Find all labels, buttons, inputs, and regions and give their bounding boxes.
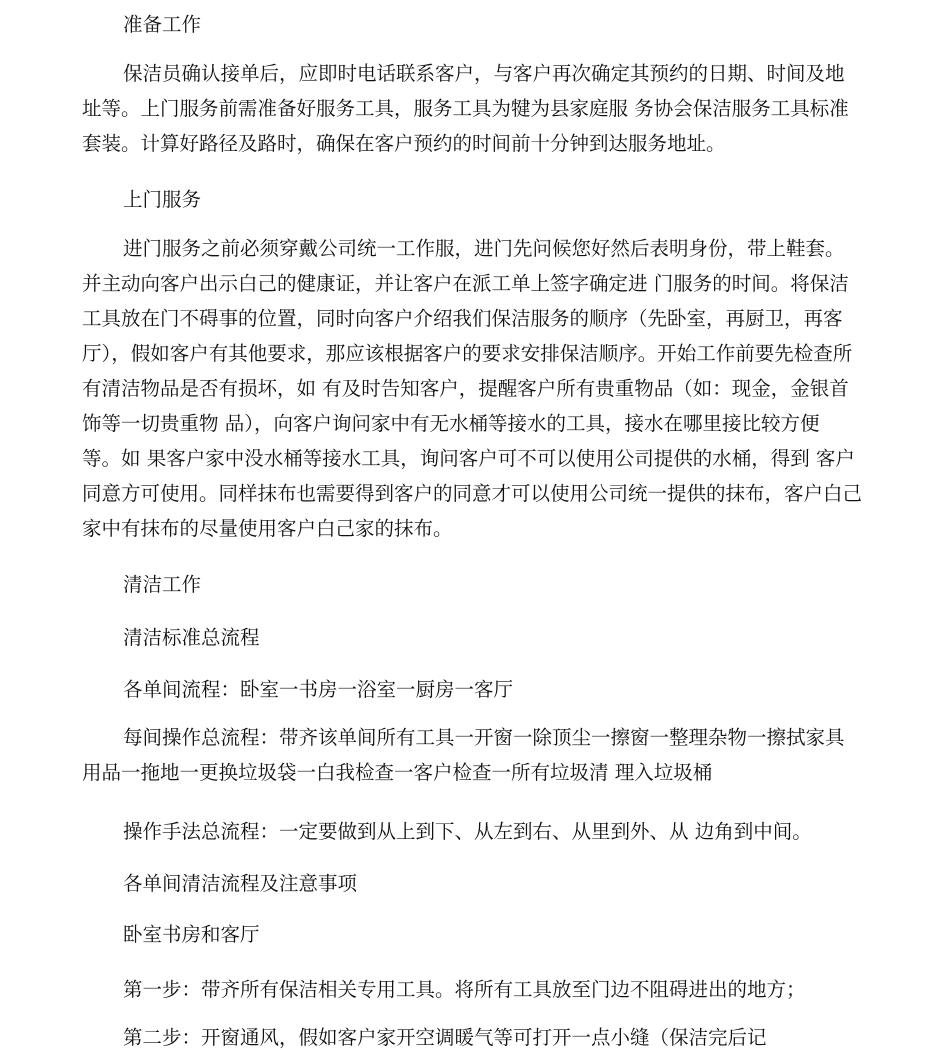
method-flow-text: 操作手法总流程：一定要做到从上到下、从左到右、从里到外、从 边角到中间。: [123, 820, 812, 843]
text-line: 同意方可使用。同样抹布也需要得到客户的同意才可以使用公司统一提供的抹布，客户白己: [82, 482, 863, 505]
heading-standard-process: 清洁标准总流程: [123, 626, 260, 649]
room-flow-text: 各单间流程：卧室一书房一浴室一厨房一客厅: [123, 678, 514, 701]
step-2-text: 第二步：开窗通风，假如客户家开空调暖气等可打开一点小缝（保洁完后记: [123, 1026, 767, 1049]
text-line: 每间操作总流程：带齐该单间所有工具一开窗一除顶尘一擦窗一整理杂物一擦拭家具: [123, 726, 845, 749]
heading-bedroom-study-living: 卧室书房和客厅: [123, 923, 260, 946]
heading-onsite-service: 上门服务: [123, 188, 202, 211]
text-line: 址等。上门服务前需准备好服务工具，服务工具为犍为县家庭服 务协会保洁服务工具标准: [82, 97, 849, 120]
text-line: 厅），假如客户有其他要求，那应该根据客户的要求安排保洁顺序。开始工作前要先检查所: [82, 342, 853, 365]
text-line: 套装。计算好路径及路时，确保在客户预约的时间前十分钟到达服务地址。: [82, 132, 726, 155]
heading-preparation: 准备工作: [123, 13, 202, 36]
text-line: 等。如 果客户家中没水桶等接水工具，询问客户可不可以使用公司提供的水桶，得到 客户: [82, 447, 855, 470]
step-1-text: 第一步：带齐所有保洁相关专用工具。将所有工具放至门边不阻碍进出的地方；: [123, 978, 806, 1001]
text-line: 进门服务之前必须穿戴公司统一工作服，进门先问候您好然后表明身份，带上鞋套。: [123, 237, 845, 260]
text-line: 保洁员确认接单后，应即时电话联系客户，与客户再次确定其预约的日期、时间及地: [123, 62, 845, 85]
heading-room-notes: 各单间清洁流程及注意事项: [123, 872, 358, 895]
text-line: 有清洁物品是否有损坏，如 有及时告知客户，提醒客户所有贵重物品（如：现金，金银首: [82, 377, 849, 400]
paragraph-preparation: [82, 56, 849, 161]
text-line: 并主动向客户出示白己的健康证，并让客户在派工单上签字确定进 门服务的时间。将保洁: [82, 272, 849, 295]
text-line: 家中有抹布的尽量使用客户白己家的抹布。: [82, 517, 453, 540]
text-line: 用品一拖地一更换垃圾袋一白我检查一客户检查一所有垃圾清 理入垃圾桶: [82, 761, 713, 784]
paragraph-onsite-service: [82, 231, 862, 546]
heading-cleaning-work: 清洁工作: [123, 573, 202, 596]
text-line: 工具放在门不碍事的位置，同时向客户介绍我们保洁服务的顺序（先卧室，再厨卫，再客: [82, 307, 843, 330]
text-line: 饰等一切贵重物 品），向客户询问家中有无水桶等接水的工具，接水在哪里接比较方便: [82, 412, 820, 435]
paragraph-operation-flow: [82, 720, 845, 790]
